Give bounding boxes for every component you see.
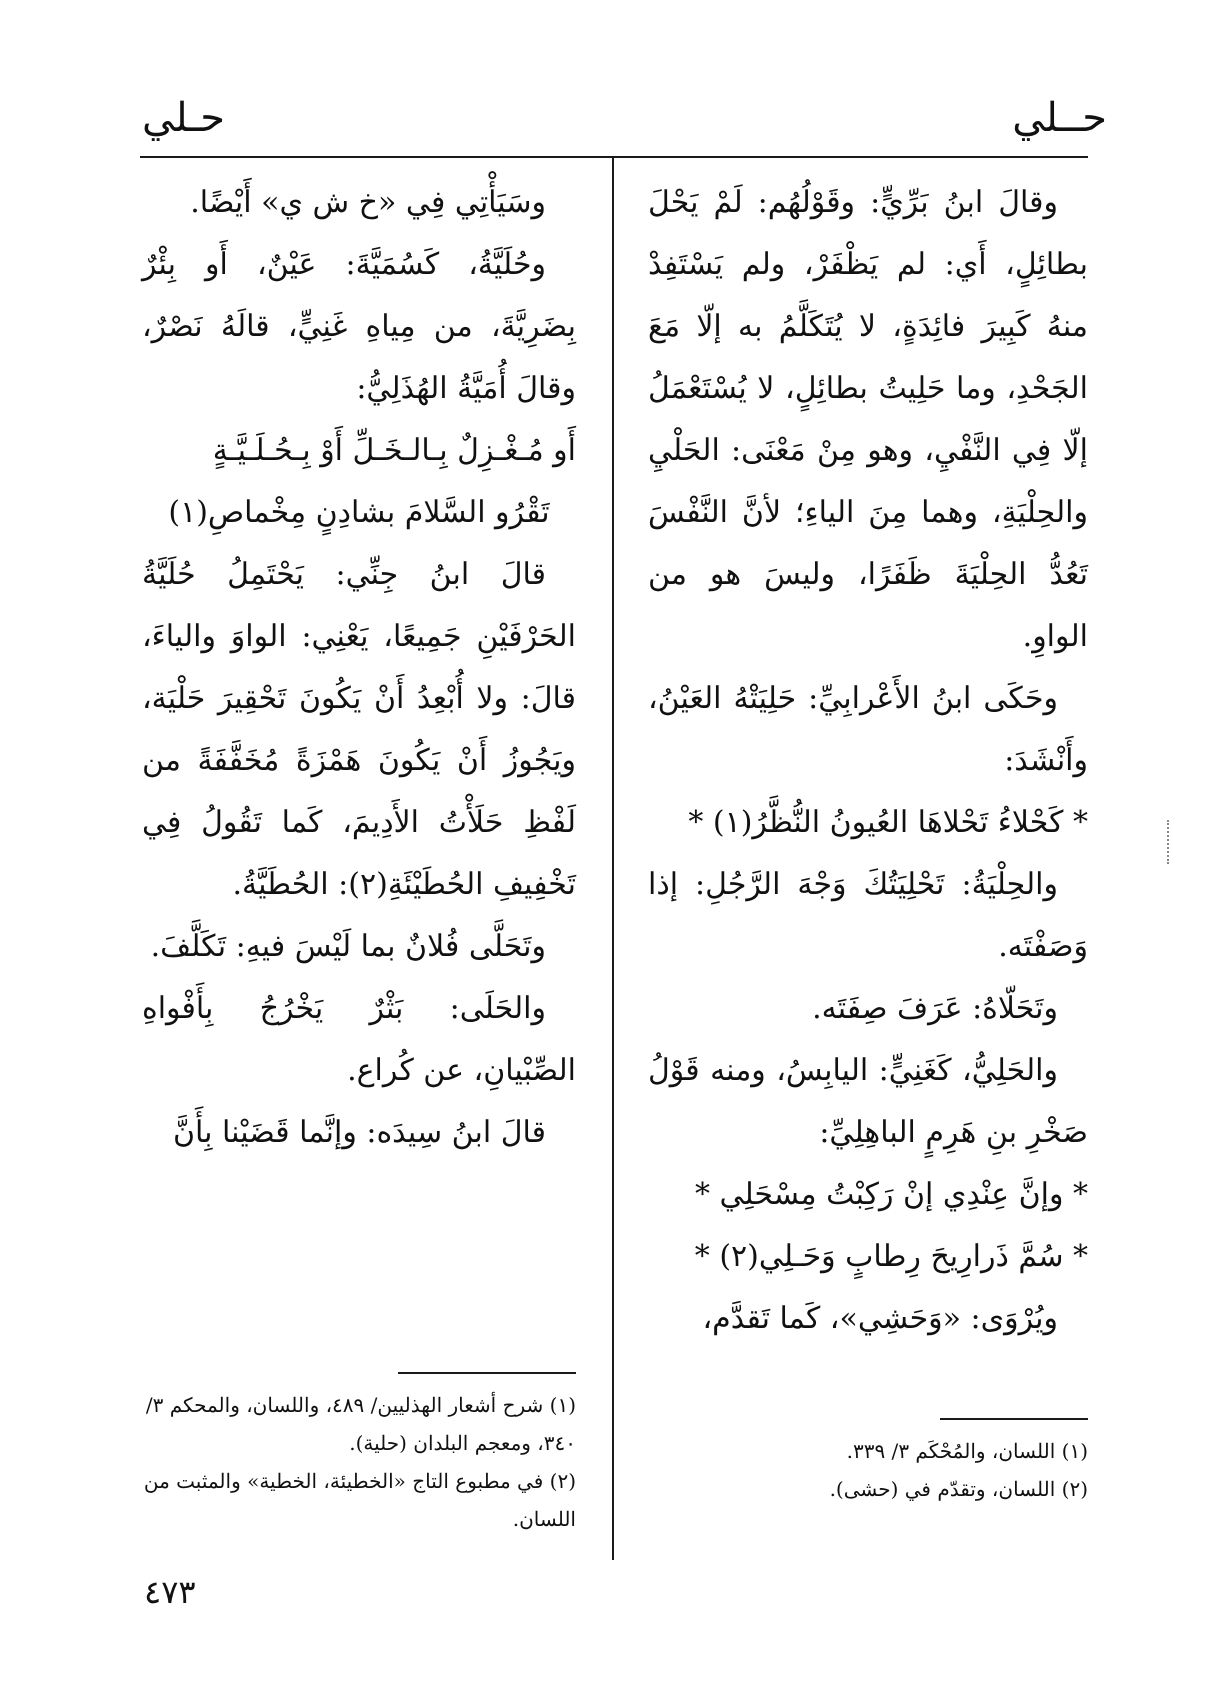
entry-paragraph: والحَلَى: بَثْرٌ يَخْرُجُ بِأَفْواهِ الصِّبْيانِ، عن كُراع. (142, 991, 576, 1088)
running-head-right: حــلي (1012, 95, 1107, 141)
entry-paragraph: وتَحَلَّى فُلانٌ بما لَيْسَ فيهِ: تَكَلَّفَ. (150, 929, 546, 964)
running-head-left: حـلي (142, 95, 226, 141)
entry-paragraph: ويُرْوَى: «وَحَشِي»، كَما تَقدَّم، (702, 1301, 1058, 1336)
verse-line: أَو مُـغْـزِلٌ بِـالـخَـلِّ أَوْ بِـحُـلَـيَّـةٍ (212, 433, 576, 468)
page-number: ٤٧٣ (144, 1573, 196, 1611)
right-column (648, 172, 1088, 1350)
footnote: (٢) اللسان، وتقدّم في (حشى). (829, 1477, 1088, 1501)
margin-mark (1167, 820, 1169, 864)
verse-line: * كَحْلاءُ تَحْلاهَا العُيونُ النُّظَّرُ(١) * (688, 805, 1088, 840)
footnote: (١) شرح أشعار الهذليين/ ٤٨٩، واللسان، والمحكم ٣/ ٣٤٠، ومعجم البلدان (حلية). (145, 1393, 576, 1455)
entry-paragraph: وحُلَيَّةُ، كَسُمَيَّةَ: عَيْنٌ، أَو بِئْرٌ بِضَرِيَّةَ، من مِياهِ غَنِيٍّ، قالَهُ نَصْرٌ، وقالَ أُمَيَّةُ الهُذَلِيُّ: (142, 247, 576, 406)
footnote-rule-left (398, 1372, 576, 1374)
footnotes-right (760, 1432, 1088, 1508)
footnote: (١) اللسان، والمُحْكَم ٣/ ٣٣٩. (846, 1439, 1088, 1463)
footnote: (٢) في مطبوع التاج «الخطيئة، الخطية» والمثبت من اللسان. (143, 1469, 576, 1531)
entry-paragraph: وسَيَأْتِي فِي «خ ش ي» أَيْضًا. (190, 185, 546, 220)
footnote-rule-right (940, 1418, 1088, 1420)
entry-paragraph: والحَلِيُّ، كَغَنِيٍّ: اليابِسُ، ومنه قَوْلُ صَخْرِ بنِ هَرِمٍ الباهِلِيِّ: (648, 1053, 1088, 1150)
entry-paragraph: وحَكَى ابنُ الأَعْرابِيِّ: حَلِيَتْهُ العَيْنُ، وأَنْشَدَ: (648, 681, 1088, 778)
entry-paragraph: والحِلْيَةُ: تَحْلِيَتُكَ وَجْهَ الرَّجُلِ: إذا وَصَفْتَه. (648, 867, 1088, 964)
header-rule (140, 156, 1088, 158)
entry-paragraph: وقالَ ابنُ بَرِّيٍّ: وقَوْلُهُم: لَمْ يَحْلَ بطائِلٍ، أَي: لم يَظْفَرْ، ولم يَسْتَفِدْ منهُ كَبِيرَ فائِدَةٍ، لا يُتَكَلَّمُ به إلّا مَعَ الجَحْدِ، وما حَلِيتُ بطائِلٍ، لا يُسْتَعْمَلُ إلّا فِي النَّفْيِ، وهو مِنْ مَعْنَى: الحَلْيِ والحِلْيَةِ، وهما مِنَ الياءِ؛ لأنَّ النَّفْسَ تَعُدُّ الحِلْيَةَ ظَفَرًا، وليسَ هو من الواوِ. (648, 185, 1088, 654)
entry-paragraph: قالَ ابنُ جِنِّي: يَحْتَمِلُ حُلَيَّةُ الحَرْفَيْنِ جَمِيعًا، يَعْنِي: الواوَ والياءَ، قالَ: ولا أُبْعِدُ أَنْ يَكُونَ تَحْقِيرَ حَلْيَة، ويَجُوزُ أَنْ يَكُونَ هَمْزَةً مُخَفَّفَةً من لَفْظِ حَلَأْتُ الأَدِيمَ، كَما تَقُولُ فِي تَخْفِيفِ الحُطَيْئَةِ(٢): الحُطَيَّةُ. (142, 557, 576, 902)
column-divider (612, 158, 614, 1560)
verse-line: تَقْرُو السَّلامَ بشادِنٍ مِخْماصِ(١) (168, 495, 550, 530)
verse-line: * وإنَّ عِنْدِي إنْ رَكِبْتُ مِسْحَلِي * (694, 1177, 1088, 1212)
left-column (142, 172, 576, 1164)
entry-paragraph: قالَ ابنُ سِيدَه: وإنَّما قَضَيْنا بِأَنَّ (172, 1115, 546, 1150)
verse-line: * سُمَّ ذَرارِيحَ رِطابٍ وَحَـلِي(٢) * (694, 1239, 1088, 1274)
footnotes-left (142, 1386, 576, 1538)
entry-paragraph: وتَحَلّاهُ: عَرَفَ صِفَتَه. (812, 991, 1058, 1026)
